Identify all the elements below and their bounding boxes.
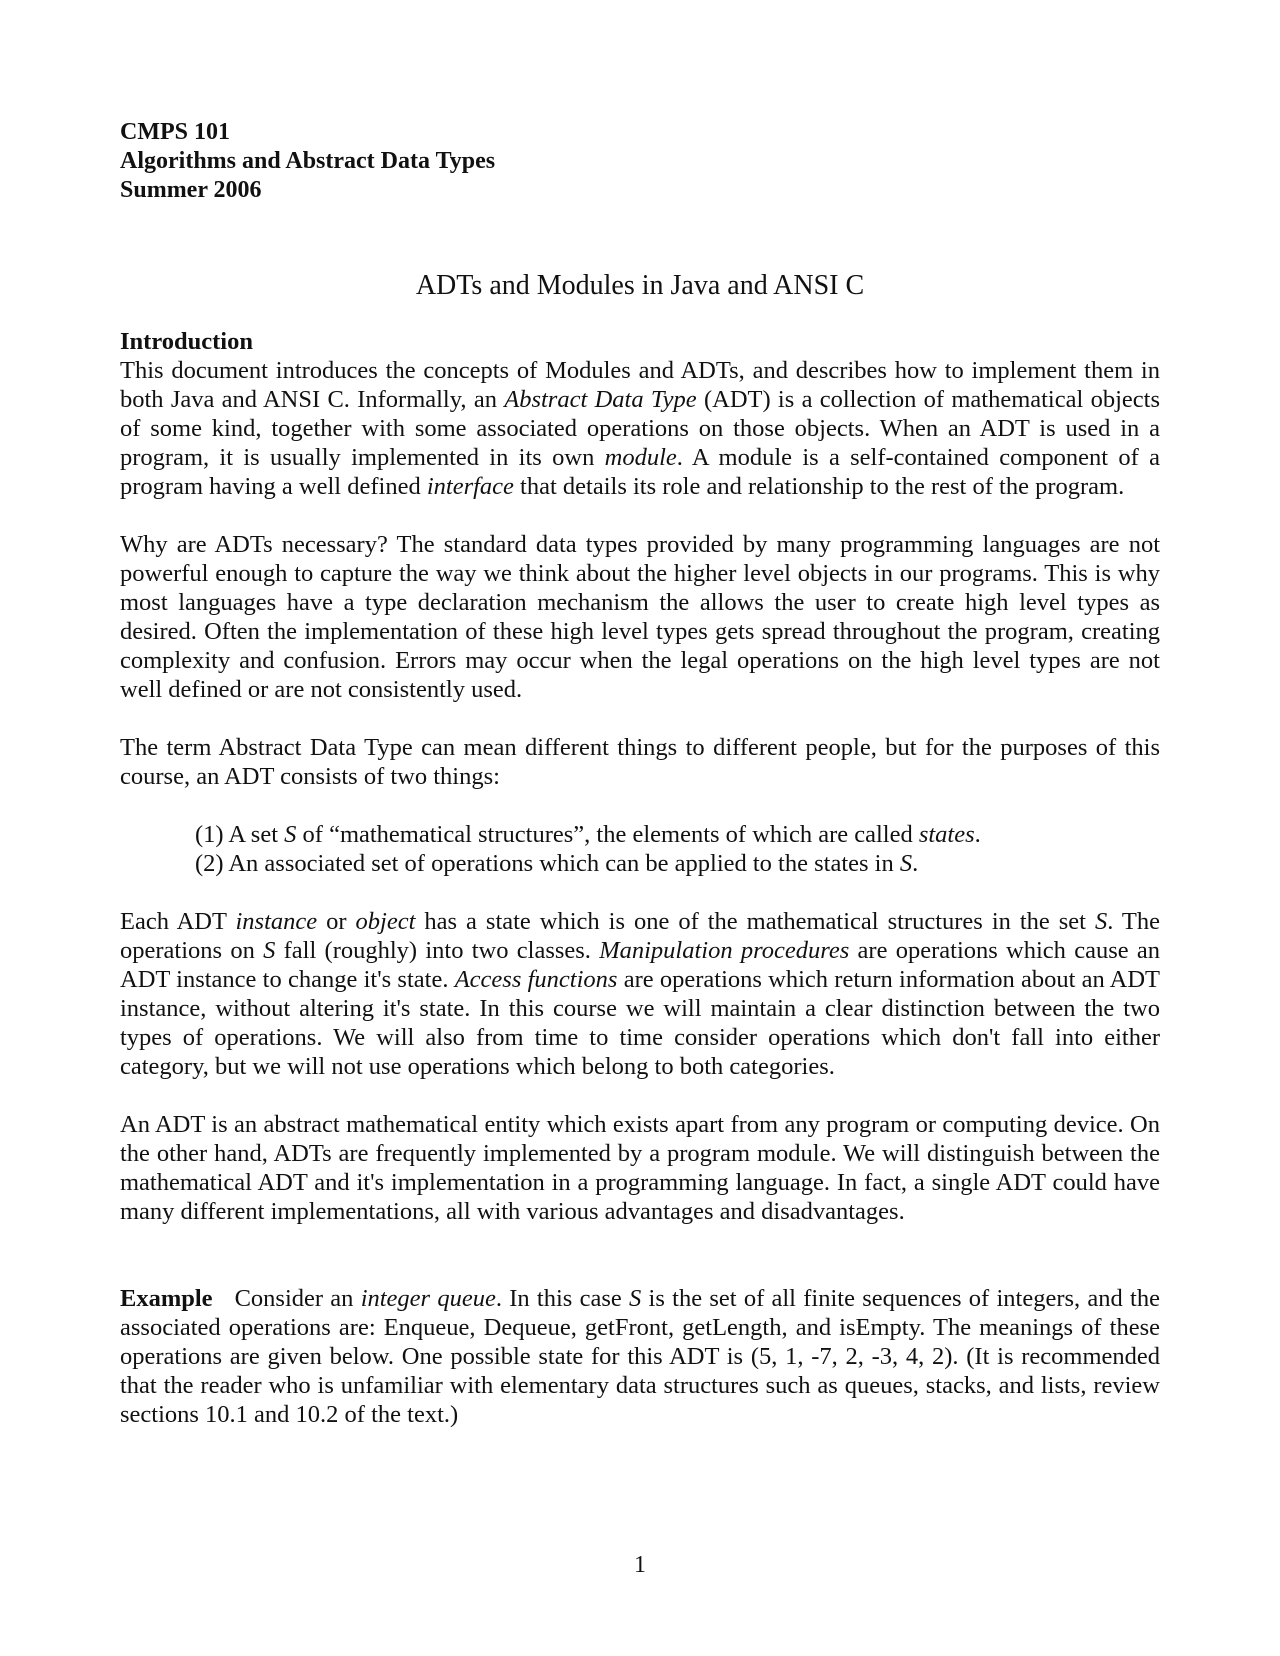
intro-paragraph-5: An ADT is an abstract mathematical entity which exists apart from any program or computing device. On the other hand, ADTs are frequently implemented by a program module. We will distinguish between the mathematical ADT and it's implementation in a programming language. In fact, a single ADT could have many different implementations, all with various advantages and disadvantages.: [120, 1111, 1160, 1225]
course-header: [120, 118, 1160, 205]
list-item: (1) A set S of “mathematical structures”, the elements of which are called states.: [195, 821, 981, 848]
intro-paragraph-1: This document introduces the concepts of Modules and ADTs, and describes how to implement them in both Java and ANSI C. Informally, an Abstract Data Type (ADT) is a collection of mathematical objects of some kind, together with some associated operations on those objects. When an ADT is used in a program, it is usually implemented in its own module. A module is a self-contained component of a program having a well defined interface that details its role and relationship to the rest of the program.: [120, 357, 1160, 500]
list-item: (2) An associated set of operations which can be applied to the states in S.: [195, 850, 919, 877]
document-title: ADTs and Modules in Java and ANSI C: [415, 270, 865, 301]
adt-components-list: [195, 820, 1160, 878]
intro-paragraph-3: The term Abstract Data Type can mean different things to different people, but for the purposes of this course, an ADT consists of two things:: [120, 734, 1160, 790]
course-code: CMPS 101: [120, 119, 230, 145]
intro-paragraph-2: Why are ADTs necessary? The standard data types provided by many programming languages are not powerful enough to capture the way we think about the higher level objects in our programs. This is why most languages have a type declaration mechanism the allows the user to create high level types as desired. Often the implementation of these high level types gets spread throughout the program, creating complexity and confusion. Errors may occur when the legal operations on the high level types are not well defined or are not consistently used.: [120, 531, 1160, 703]
course-term: Summer 2006: [120, 177, 262, 203]
example-label: Example: [120, 1285, 213, 1312]
example-paragraph: Example Consider an integer queue. In this case S is the set of all finite sequences of integers, and the associated operations are: Enqueue, Dequeue, getFront, getLength, and isEmpty. The meanings of these operations are given below. One possible state for this ADT is (5, 1, -7, 2, -3, 4, 2). (It is recommended that the reader who is unfamiliar with elementary data structures such as queues, stacks, and lists, review sections 10.1 and 10.2 of the text.): [120, 1285, 1160, 1428]
intro-paragraph-4: Each ADT instance or object has a state which is one of the mathematical structures in the set S. The operations on S fall (roughly) into two classes. Manipulation procedures are operations which cause an ADT instance to change it's state. Access functions are operations which return information about an ADT instance, without altering it's state. In this course we will maintain a clear distinction between the two types of operations. We will also from time to time consider operations which don't fall into either category, but we will not use operations which belong to both categories.: [120, 908, 1161, 1080]
section-heading-introduction: Introduction: [120, 328, 253, 355]
course-title: Algorithms and Abstract Data Types: [120, 148, 496, 174]
document-page: [120, 118, 1160, 1429]
page-number: 1: [634, 1552, 646, 1578]
